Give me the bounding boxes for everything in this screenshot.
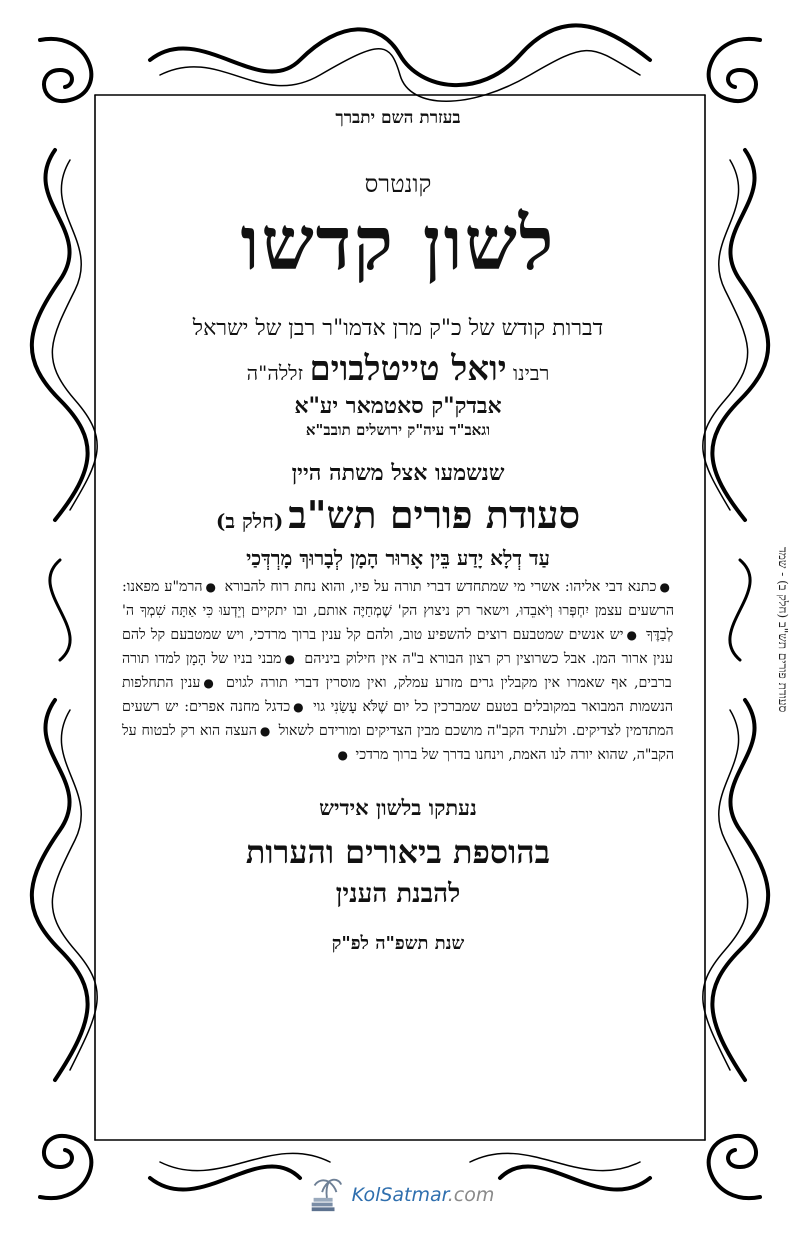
rebbe-name: יואל טייטלבוים — [309, 349, 507, 389]
bullet: ● — [259, 724, 271, 738]
occasion-title-line — [118, 492, 678, 538]
summary-paragraph — [122, 575, 674, 767]
understanding-note: להבנת הענין — [335, 879, 461, 909]
title-page — [118, 108, 678, 954]
publication-year: שנת תשפ"ה לפ"ק — [331, 933, 465, 954]
verse-quote: עַד דְלָא יָדַע בֵּין אָרוּר הָמָן לְבָרוּךְ מָרְדְּכַי — [246, 546, 550, 570]
summary-item: יש אנשים שמטבעם רוצים להשפיע טוב, ולהם קל ענין ברוך מרדכי, ויש שמטבעם קל להם ענין ארור המן. אבל כשרוצין רק רצון הבורא ב"ה אין חילוק ביניהם — [122, 627, 674, 667]
brand-main: KolSatmar — [351, 1184, 448, 1206]
summary-item: ענין התחלפות הנשמות המבואר במקובלים בטעם שמברכין כל יום שֶׁלֹּא עָשַׂנִי גוי — [122, 675, 674, 715]
footer-brand[interactable] — [0, 1175, 800, 1215]
helper-phrase: בעזרת השם יתברך — [335, 108, 461, 128]
summary-item: העצה הוא רק לבטוח על הקב"ה, שהוא יורה לנו האמת, וינחנו בדרך של ברוך מרדכי — [122, 723, 674, 763]
brand-name[interactable] — [352, 1184, 495, 1206]
page-title: לשון קדשו — [240, 201, 556, 287]
summary-item: מבני בניו של הָמָן למדו תורה ברבים, אף שאמרו אין מקבלין גרים מזרע עמלק, ואין מוסרין דברי תורה לגוים — [122, 651, 672, 691]
kuntres-label: קונטרס — [364, 170, 432, 198]
translation-note: נעתקו בלשון אידיש — [319, 795, 477, 820]
occasion-title: סעודת פורים תש"ב — [288, 492, 581, 537]
brand-tld: .com — [447, 1184, 495, 1206]
bullet: ● — [205, 580, 217, 594]
summary-item: הרמ"ע מפאנו: הרשעים עצמן יִחְפְּרוּ וְיֹאבֵדוּ, וישאר רק ניצוץ הק' שֶׁמְחַיֶּה אותם, ובו יתקיים וְיֵדְעוּ כִּי אַתָּה שִׁמְךָ ה' לְבַדֶּךָ — [122, 579, 674, 643]
palm-tree-books-icon — [306, 1176, 344, 1214]
rav-title-jerusalem: וגאב"ד עיה"ק ירושלים תובב"א — [305, 421, 491, 439]
rebbe-line — [118, 349, 678, 389]
bullet: ● — [626, 628, 638, 642]
rebbe-prefix: רבינו — [513, 361, 550, 385]
occasion-part: (חלק ב) — [215, 509, 284, 533]
running-header-side: סעודת פורים תש"ב (חלק ב) - שמד — [776, 547, 790, 713]
rebbe-suffix: זללה"ה — [246, 361, 304, 385]
subtitle: דברות קודש של כ"ק מרן אדמו"ר רבן של ישראל — [192, 316, 604, 341]
bullet: ● — [293, 700, 305, 714]
summary-item: כדגל מחנה אפרים: יש רשעים המתדמין לצדיקים. ולעתיד הקב"ה מושכם מבין הצדיקים ומורידם לשאול — [122, 699, 674, 739]
bullet: ● — [659, 580, 671, 594]
bullet: ● — [284, 652, 296, 666]
bullet: ● — [203, 676, 217, 690]
bullet: ● — [337, 748, 348, 762]
rav-title-satmar: אבדק"ק סאטמאר יע"א — [294, 393, 502, 419]
summary-item: כתנא דבי אליהו: אשרי מי שמתחדש דברי תורה על פיו, והוא נחת רוח להבורא — [224, 579, 657, 595]
additions-note: בהוספת ביאורים והערות — [245, 833, 551, 871]
occasion-intro: שנשמעו אצל משתה היין — [291, 460, 505, 486]
